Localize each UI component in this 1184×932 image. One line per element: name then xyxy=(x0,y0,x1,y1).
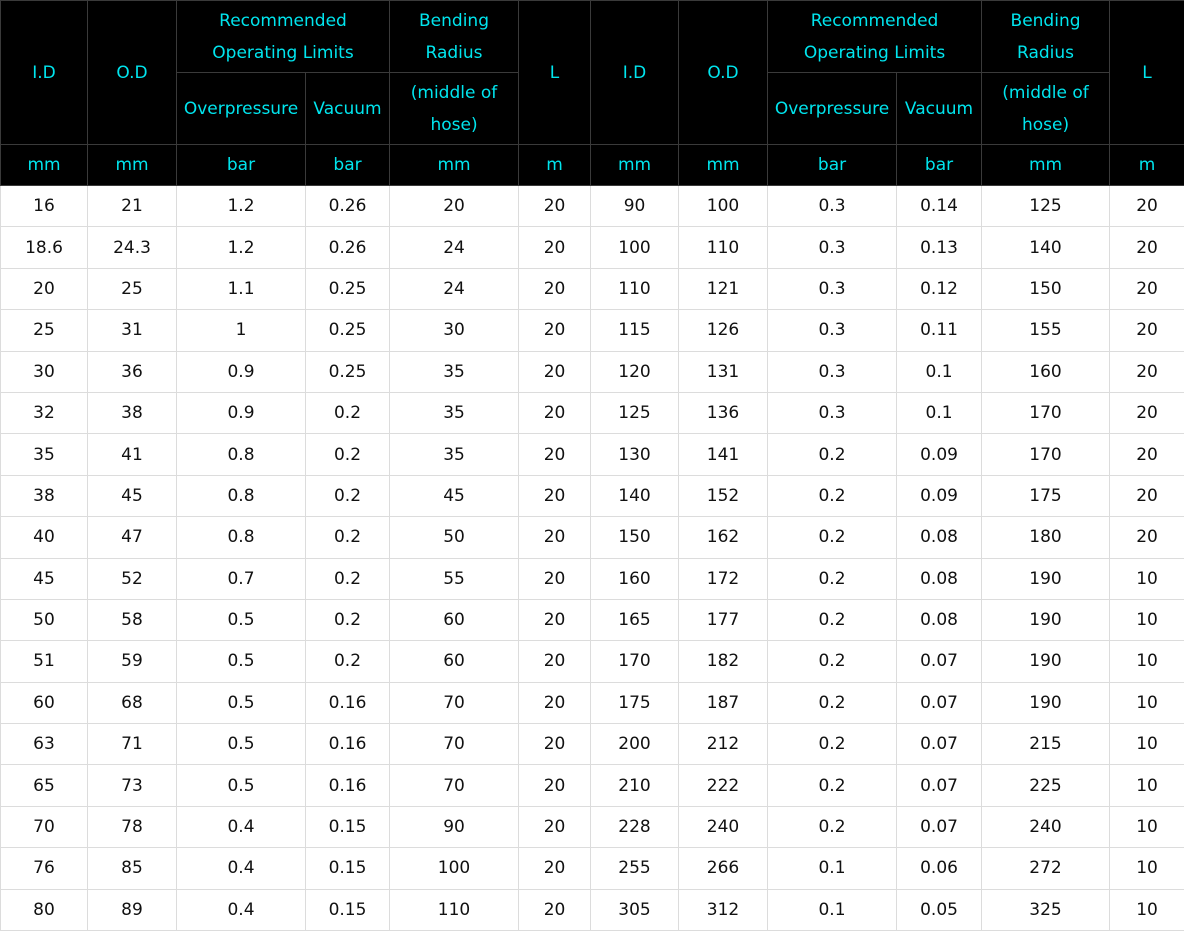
cell-vacuum: 0.13 xyxy=(897,227,982,268)
cell-overpressure: 0.5 xyxy=(177,641,306,682)
cell-length: 20 xyxy=(1110,227,1184,268)
cell-bending-radius: 190 xyxy=(982,641,1110,682)
cell-id: 63 xyxy=(1,724,88,765)
cell-overpressure: 1.2 xyxy=(177,186,306,227)
unit-cell: bar xyxy=(306,145,390,186)
cell-vacuum: 0.16 xyxy=(306,724,390,765)
cell-od: 85 xyxy=(88,848,177,889)
table-row xyxy=(1,558,1184,599)
cell-length: 10 xyxy=(1110,599,1184,640)
cell-vacuum: 0.07 xyxy=(897,765,982,806)
table-row xyxy=(1,889,1184,930)
unit-cell: mm xyxy=(591,145,679,186)
cell-od: 89 xyxy=(88,889,177,930)
cell-vacuum: 0.08 xyxy=(897,517,982,558)
cell-od: 100 xyxy=(679,186,768,227)
cell-overpressure: 0.3 xyxy=(768,310,897,351)
cell-bending-radius: 24 xyxy=(390,227,519,268)
cell-length: 20 xyxy=(1110,310,1184,351)
col-header-length: L xyxy=(1110,1,1184,145)
cell-od: 240 xyxy=(679,806,768,847)
cell-length: 20 xyxy=(1110,392,1184,433)
cell-bending-radius: 180 xyxy=(982,517,1110,558)
cell-vacuum: 0.15 xyxy=(306,889,390,930)
cell-vacuum: 0.25 xyxy=(306,310,390,351)
cell-id: 140 xyxy=(591,475,679,516)
col-header-bending-radius: Bending Radius xyxy=(390,1,519,73)
cell-vacuum: 0.16 xyxy=(306,682,390,723)
cell-od: 36 xyxy=(88,351,177,392)
cell-overpressure: 0.9 xyxy=(177,392,306,433)
cell-bending-radius: 60 xyxy=(390,641,519,682)
cell-bending-radius: 215 xyxy=(982,724,1110,765)
cell-length: 20 xyxy=(519,889,591,930)
cell-od: 52 xyxy=(88,558,177,599)
cell-overpressure: 0.7 xyxy=(177,558,306,599)
cell-length: 20 xyxy=(519,682,591,723)
cell-bending-radius: 125 xyxy=(982,186,1110,227)
cell-id: 76 xyxy=(1,848,88,889)
cell-overpressure: 0.5 xyxy=(177,682,306,723)
cell-overpressure: 0.9 xyxy=(177,351,306,392)
cell-id: 50 xyxy=(1,599,88,640)
cell-id: 110 xyxy=(591,268,679,309)
cell-length: 20 xyxy=(519,848,591,889)
cell-bending-radius: 225 xyxy=(982,765,1110,806)
cell-bending-radius: 175 xyxy=(982,475,1110,516)
unit-cell: m xyxy=(519,145,591,186)
cell-od: 71 xyxy=(88,724,177,765)
cell-length: 20 xyxy=(519,558,591,599)
cell-id: 165 xyxy=(591,599,679,640)
cell-length: 10 xyxy=(1110,848,1184,889)
table-row xyxy=(1,724,1184,765)
cell-id: 160 xyxy=(591,558,679,599)
cell-length: 20 xyxy=(519,641,591,682)
unit-cell: mm xyxy=(390,145,519,186)
cell-overpressure: 0.1 xyxy=(768,848,897,889)
cell-vacuum: 0.07 xyxy=(897,724,982,765)
cell-overpressure: 0.2 xyxy=(768,682,897,723)
cell-id: 228 xyxy=(591,806,679,847)
cell-length: 10 xyxy=(1110,682,1184,723)
cell-od: 177 xyxy=(679,599,768,640)
cell-od: 136 xyxy=(679,392,768,433)
cell-vacuum: 0.26 xyxy=(306,186,390,227)
cell-length: 10 xyxy=(1110,558,1184,599)
cell-od: 187 xyxy=(679,682,768,723)
cell-vacuum: 0.06 xyxy=(897,848,982,889)
table-row xyxy=(1,682,1184,723)
cell-bending-radius: 70 xyxy=(390,765,519,806)
cell-id: 90 xyxy=(591,186,679,227)
cell-vacuum: 0.1 xyxy=(897,351,982,392)
cell-vacuum: 0.1 xyxy=(897,392,982,433)
cell-overpressure: 0.2 xyxy=(768,641,897,682)
cell-id: 130 xyxy=(591,434,679,475)
cell-length: 20 xyxy=(519,724,591,765)
cell-bending-radius: 60 xyxy=(390,599,519,640)
cell-length: 10 xyxy=(1110,765,1184,806)
cell-id: 51 xyxy=(1,641,88,682)
cell-vacuum: 0.09 xyxy=(897,475,982,516)
table-row xyxy=(1,392,1184,433)
cell-vacuum: 0.2 xyxy=(306,558,390,599)
table-row xyxy=(1,765,1184,806)
cell-od: 59 xyxy=(88,641,177,682)
cell-bending-radius: 190 xyxy=(982,558,1110,599)
cell-id: 210 xyxy=(591,765,679,806)
cell-id: 150 xyxy=(591,517,679,558)
cell-length: 20 xyxy=(519,434,591,475)
cell-id: 32 xyxy=(1,392,88,433)
cell-od: 21 xyxy=(88,186,177,227)
table-row xyxy=(1,227,1184,268)
cell-od: 172 xyxy=(679,558,768,599)
col-header-middle-of-hose: (middle of hose) xyxy=(390,73,519,145)
cell-length: 10 xyxy=(1110,889,1184,930)
cell-id: 16 xyxy=(1,186,88,227)
cell-od: 312 xyxy=(679,889,768,930)
table-row xyxy=(1,434,1184,475)
col-header-length: L xyxy=(519,1,591,145)
cell-overpressure: 0.1 xyxy=(768,889,897,930)
unit-cell: mm xyxy=(982,145,1110,186)
cell-vacuum: 0.07 xyxy=(897,682,982,723)
cell-od: 25 xyxy=(88,268,177,309)
cell-id: 25 xyxy=(1,310,88,351)
col-header-id: I.D xyxy=(1,1,88,145)
cell-overpressure: 0.2 xyxy=(768,765,897,806)
cell-bending-radius: 55 xyxy=(390,558,519,599)
cell-length: 20 xyxy=(1110,268,1184,309)
cell-od: 110 xyxy=(679,227,768,268)
cell-overpressure: 0.5 xyxy=(177,724,306,765)
cell-bending-radius: 140 xyxy=(982,227,1110,268)
cell-overpressure: 0.8 xyxy=(177,434,306,475)
cell-length: 20 xyxy=(1110,186,1184,227)
cell-od: 58 xyxy=(88,599,177,640)
col-header-od: O.D xyxy=(679,1,768,145)
cell-length: 20 xyxy=(519,186,591,227)
cell-length: 20 xyxy=(519,310,591,351)
cell-bending-radius: 272 xyxy=(982,848,1110,889)
cell-length: 10 xyxy=(1110,806,1184,847)
cell-od: 222 xyxy=(679,765,768,806)
cell-overpressure: 0.2 xyxy=(768,475,897,516)
cell-od: 45 xyxy=(88,475,177,516)
table-row xyxy=(1,351,1184,392)
cell-overpressure: 0.8 xyxy=(177,475,306,516)
col-header-od: O.D xyxy=(88,1,177,145)
cell-length: 10 xyxy=(1110,724,1184,765)
cell-bending-radius: 35 xyxy=(390,392,519,433)
cell-vacuum: 0.2 xyxy=(306,475,390,516)
cell-od: 47 xyxy=(88,517,177,558)
cell-od: 68 xyxy=(88,682,177,723)
cell-vacuum: 0.16 xyxy=(306,765,390,806)
cell-od: 162 xyxy=(679,517,768,558)
cell-od: 38 xyxy=(88,392,177,433)
cell-overpressure: 0.3 xyxy=(768,186,897,227)
cell-vacuum: 0.2 xyxy=(306,599,390,640)
cell-vacuum: 0.25 xyxy=(306,268,390,309)
cell-overpressure: 0.2 xyxy=(768,599,897,640)
header-row-top xyxy=(1,1,1184,73)
cell-od: 266 xyxy=(679,848,768,889)
cell-overpressure: 0.5 xyxy=(177,765,306,806)
cell-od: 131 xyxy=(679,351,768,392)
cell-id: 170 xyxy=(591,641,679,682)
cell-id: 38 xyxy=(1,475,88,516)
cell-bending-radius: 190 xyxy=(982,682,1110,723)
cell-overpressure: 0.8 xyxy=(177,517,306,558)
cell-overpressure: 0.2 xyxy=(768,724,897,765)
cell-vacuum: 0.05 xyxy=(897,889,982,930)
cell-bending-radius: 170 xyxy=(982,392,1110,433)
cell-length: 20 xyxy=(1110,517,1184,558)
cell-id: 20 xyxy=(1,268,88,309)
cell-bending-radius: 50 xyxy=(390,517,519,558)
cell-bending-radius: 70 xyxy=(390,724,519,765)
cell-bending-radius: 170 xyxy=(982,434,1110,475)
cell-od: 31 xyxy=(88,310,177,351)
cell-od: 41 xyxy=(88,434,177,475)
cell-vacuum: 0.15 xyxy=(306,806,390,847)
cell-length: 20 xyxy=(1110,351,1184,392)
cell-overpressure: 1.1 xyxy=(177,268,306,309)
cell-id: 45 xyxy=(1,558,88,599)
cell-id: 255 xyxy=(591,848,679,889)
cell-overpressure: 0.3 xyxy=(768,227,897,268)
cell-vacuum: 0.15 xyxy=(306,848,390,889)
cell-id: 305 xyxy=(591,889,679,930)
cell-od: 212 xyxy=(679,724,768,765)
col-header-vacuum: Vacuum xyxy=(306,73,390,145)
table-row xyxy=(1,517,1184,558)
col-header-bending-radius: Bending Radius xyxy=(982,1,1110,73)
cell-overpressure: 0.4 xyxy=(177,806,306,847)
table-header xyxy=(1,1,1184,186)
table-row xyxy=(1,268,1184,309)
col-header-overpressure: Overpressure xyxy=(177,73,306,145)
unit-cell: bar xyxy=(177,145,306,186)
cell-id: 65 xyxy=(1,765,88,806)
cell-overpressure: 0.2 xyxy=(768,806,897,847)
cell-bending-radius: 325 xyxy=(982,889,1110,930)
cell-vacuum: 0.2 xyxy=(306,392,390,433)
cell-vacuum: 0.07 xyxy=(897,806,982,847)
cell-id: 40 xyxy=(1,517,88,558)
cell-vacuum: 0.09 xyxy=(897,434,982,475)
col-header-recommended-limits: Recommended Operating Limits xyxy=(177,1,390,73)
cell-vacuum: 0.2 xyxy=(306,641,390,682)
cell-overpressure: 0.5 xyxy=(177,599,306,640)
cell-length: 20 xyxy=(1110,475,1184,516)
cell-id: 70 xyxy=(1,806,88,847)
cell-overpressure: 1.2 xyxy=(177,227,306,268)
col-header-middle-of-hose: (middle of hose) xyxy=(982,73,1110,145)
cell-id: 125 xyxy=(591,392,679,433)
unit-cell: bar xyxy=(897,145,982,186)
cell-overpressure: 0.3 xyxy=(768,351,897,392)
cell-bending-radius: 100 xyxy=(390,848,519,889)
cell-id: 30 xyxy=(1,351,88,392)
table-row xyxy=(1,641,1184,682)
cell-length: 20 xyxy=(519,268,591,309)
cell-od: 121 xyxy=(679,268,768,309)
cell-bending-radius: 190 xyxy=(982,599,1110,640)
cell-length: 20 xyxy=(519,392,591,433)
cell-bending-radius: 35 xyxy=(390,434,519,475)
cell-id: 115 xyxy=(591,310,679,351)
cell-vacuum: 0.26 xyxy=(306,227,390,268)
cell-od: 141 xyxy=(679,434,768,475)
cell-vacuum: 0.2 xyxy=(306,517,390,558)
cell-vacuum: 0.11 xyxy=(897,310,982,351)
cell-vacuum: 0.14 xyxy=(897,186,982,227)
unit-cell: m xyxy=(1110,145,1184,186)
unit-cell: mm xyxy=(1,145,88,186)
units-row xyxy=(1,145,1184,186)
cell-overpressure: 0.2 xyxy=(768,434,897,475)
cell-overpressure: 0.4 xyxy=(177,889,306,930)
cell-id: 200 xyxy=(591,724,679,765)
cell-id: 18.6 xyxy=(1,227,88,268)
cell-od: 78 xyxy=(88,806,177,847)
cell-vacuum: 0.12 xyxy=(897,268,982,309)
cell-bending-radius: 20 xyxy=(390,186,519,227)
cell-overpressure: 0.3 xyxy=(768,268,897,309)
cell-vacuum: 0.25 xyxy=(306,351,390,392)
table-row xyxy=(1,186,1184,227)
cell-bending-radius: 24 xyxy=(390,268,519,309)
cell-length: 20 xyxy=(519,517,591,558)
col-header-recommended-limits: Recommended Operating Limits xyxy=(768,1,982,73)
cell-length: 20 xyxy=(519,765,591,806)
cell-od: 182 xyxy=(679,641,768,682)
cell-bending-radius: 30 xyxy=(390,310,519,351)
table-row xyxy=(1,599,1184,640)
cell-bending-radius: 160 xyxy=(982,351,1110,392)
cell-vacuum: 0.08 xyxy=(897,599,982,640)
cell-overpressure: 0.3 xyxy=(768,392,897,433)
unit-cell: mm xyxy=(679,145,768,186)
cell-length: 20 xyxy=(519,599,591,640)
cell-length: 10 xyxy=(1110,641,1184,682)
cell-vacuum: 0.2 xyxy=(306,434,390,475)
cell-vacuum: 0.08 xyxy=(897,558,982,599)
cell-id: 35 xyxy=(1,434,88,475)
table-row xyxy=(1,310,1184,351)
unit-cell: bar xyxy=(768,145,897,186)
cell-id: 60 xyxy=(1,682,88,723)
cell-bending-radius: 110 xyxy=(390,889,519,930)
cell-id: 80 xyxy=(1,889,88,930)
cell-overpressure: 1 xyxy=(177,310,306,351)
cell-id: 175 xyxy=(591,682,679,723)
cell-bending-radius: 90 xyxy=(390,806,519,847)
col-header-vacuum: Vacuum xyxy=(897,73,982,145)
cell-overpressure: 0.2 xyxy=(768,517,897,558)
cell-vacuum: 0.07 xyxy=(897,641,982,682)
cell-bending-radius: 35 xyxy=(390,351,519,392)
cell-od: 152 xyxy=(679,475,768,516)
unit-cell: mm xyxy=(88,145,177,186)
cell-length: 20 xyxy=(519,806,591,847)
cell-bending-radius: 240 xyxy=(982,806,1110,847)
cell-length: 20 xyxy=(519,227,591,268)
table-row xyxy=(1,806,1184,847)
table-body xyxy=(1,186,1184,931)
cell-od: 126 xyxy=(679,310,768,351)
cell-overpressure: 0.2 xyxy=(768,558,897,599)
cell-od: 73 xyxy=(88,765,177,806)
cell-length: 20 xyxy=(519,475,591,516)
col-header-id: I.D xyxy=(591,1,679,145)
cell-id: 120 xyxy=(591,351,679,392)
cell-od: 24.3 xyxy=(88,227,177,268)
table-row xyxy=(1,848,1184,889)
cell-overpressure: 0.4 xyxy=(177,848,306,889)
cell-bending-radius: 155 xyxy=(982,310,1110,351)
cell-bending-radius: 150 xyxy=(982,268,1110,309)
col-header-overpressure: Overpressure xyxy=(768,73,897,145)
cell-bending-radius: 45 xyxy=(390,475,519,516)
cell-bending-radius: 70 xyxy=(390,682,519,723)
cell-length: 20 xyxy=(519,351,591,392)
cell-id: 100 xyxy=(591,227,679,268)
table-row xyxy=(1,475,1184,516)
cell-length: 20 xyxy=(1110,434,1184,475)
